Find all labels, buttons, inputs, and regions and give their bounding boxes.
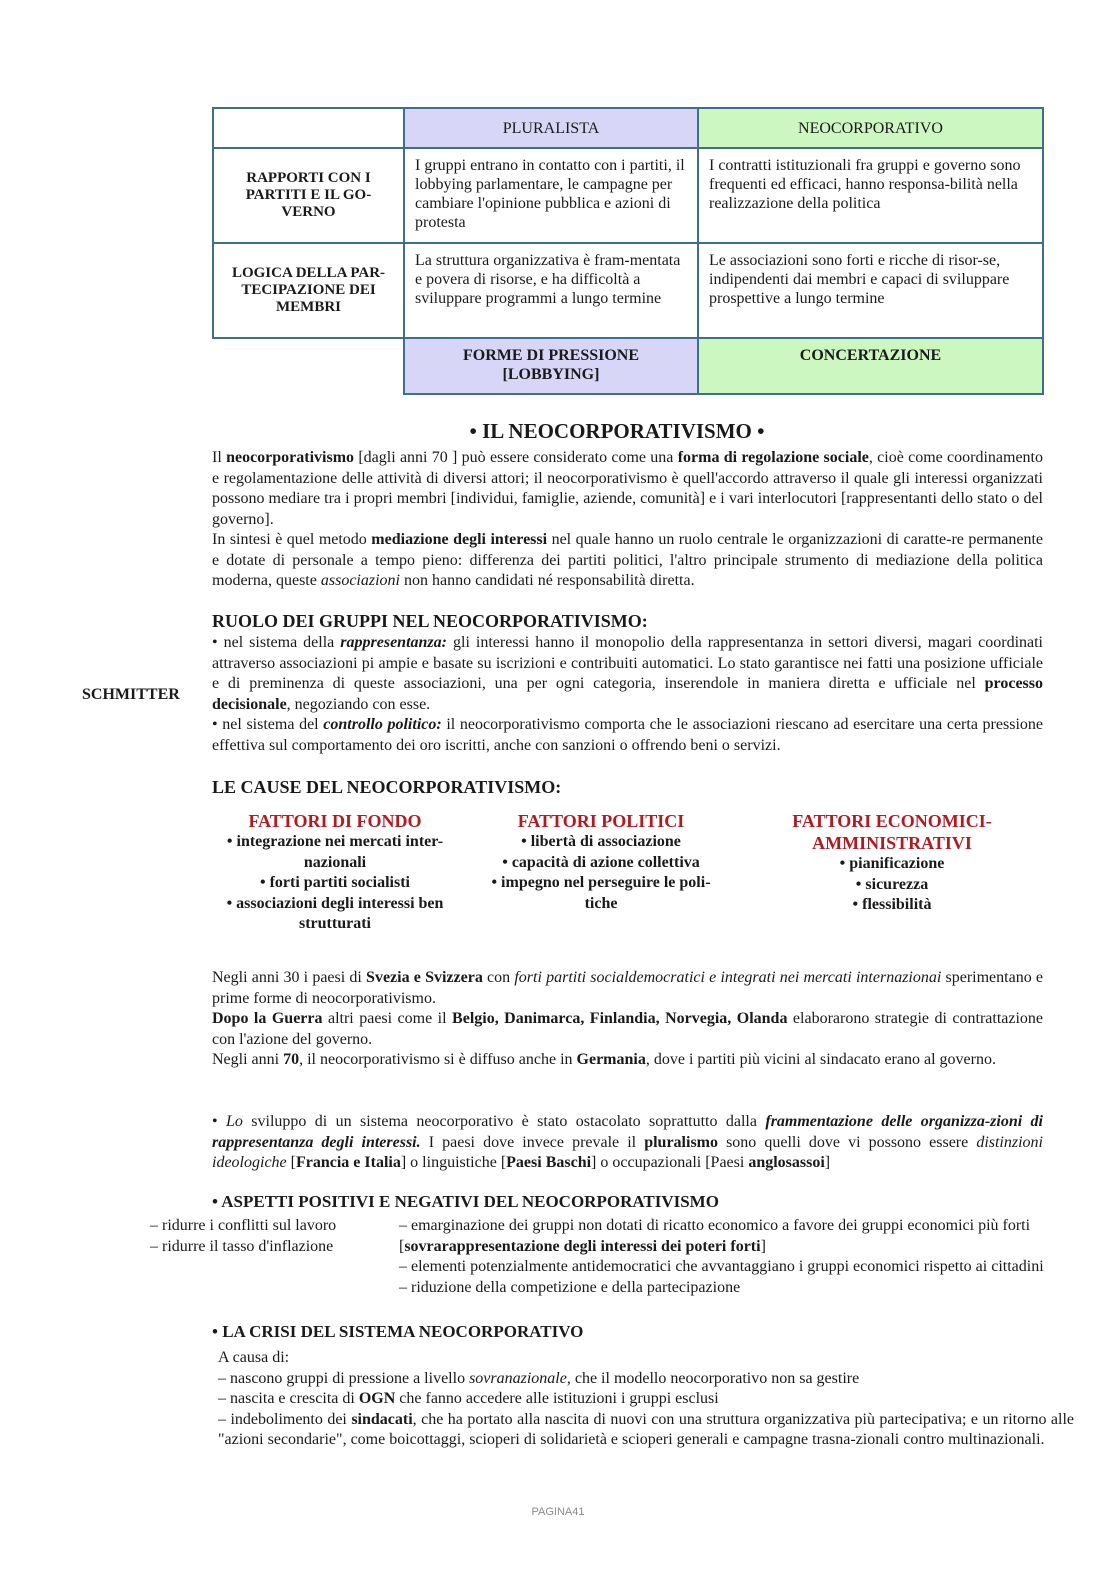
storia-section <box>212 968 1043 1071</box>
list-item: – nascita e crescita di OGN che fanno accedere alle istituzioni i gruppi esclusi <box>218 1390 719 1407</box>
row-label: LOGICA DELLA PAR-TECIPAZIONE DEI MEMBRI <box>213 243 404 338</box>
list-item: – elementi potenzialmente antidemocratici che avvantaggiano i gruppi economici rispetto ai cittadini <box>399 1258 1044 1275</box>
cause-item: • sicurezza <box>855 875 929 893</box>
crisi-section <box>218 1348 1074 1451</box>
comparison-table <box>212 107 1044 395</box>
aspetti-positivi <box>150 1216 390 1257</box>
cause-item: • integrazione nei mercati inter- <box>226 833 444 850</box>
list-item: – emarginazione dei gruppi non dotati di ricatto economico a favore dei gruppi economici più forti [sovrarappresentazione degli interessi dei poteri forti] <box>399 1217 1031 1255</box>
cause-item: nazionali <box>303 853 367 871</box>
storia-paragraph: Dopo la Guerra altri paesi come il Belgio, Danimarca, Finlandia, Norvegia, Olanda elaborarono strategie di contrattazione con l'azione del governo. <box>212 1010 1044 1048</box>
cause-item: tiche <box>584 894 618 912</box>
crisi-intro: A causa di: <box>218 1349 290 1366</box>
cause-item: • forti partiti socialisti <box>259 874 410 891</box>
list-item: – nascono gruppi di pressione a livello sovranazionale, che il modello neocorporativo non sa gestire <box>218 1369 860 1387</box>
cause-title: AMMINISTRATIVI <box>812 833 972 853</box>
table-cell: I gruppi entrano in contatto con i partiti, il lobbying parlamentare, le campagne per cambiare l'opinione pubblica e azioni di protesta <box>404 148 698 243</box>
cause-item: • impegno nel perseguire le poli- <box>491 874 711 891</box>
cause-item: • flessibilità <box>852 896 932 913</box>
cause-title: FATTORI ECONOMICI- <box>792 811 992 831</box>
cause-item: • pianificazione <box>839 855 945 872</box>
cause-column-economici <box>762 810 1022 916</box>
cause-title: FATTORI DI FONDO <box>248 811 422 831</box>
ruolo-heading: RUOLO DEI GRUPPI NEL NEOCORPORATIVISMO: <box>212 611 648 631</box>
row-label: RAPPORTI CON I PARTITI E IL GO-VERNO <box>213 148 404 243</box>
sviluppo-paragraph: • Lo sviluppo di un sistema neocorporativo è stato ostacolato soprattutto dalla frammentazione delle organizza-zioni di rappresentanza degli interessi. I paesi dove invece prevale il pluralismo sono quelli dove vi possono essere distinzioni ideologiche [Francia e Italia] o linguistiche [Paesi Baschi] o occupazionali [Paesi anglosassoi] <box>212 1113 1044 1171</box>
cause-item: • libertà di associazione <box>521 833 681 850</box>
list-item: – ridurre il tasso d'inflazione <box>150 1237 334 1255</box>
intro-section <box>212 448 1043 592</box>
table-header-neocorporativo: NEOCORPORATIVO <box>698 108 1043 148</box>
table-cell: La struttura organizzativa è fram-mentata e povera di risorse, e ha difficoltà a sviluppare programmi a lungo termine <box>404 243 698 338</box>
table-header-empty <box>213 108 404 148</box>
aspetti-negativi <box>399 1216 1077 1298</box>
table-cell: Le associazioni sono forti e ricche di risor-se, indipendenti dai membri e capaci di sviluppare prospettive a lungo termine <box>698 243 1043 338</box>
list-item: – indebolimento dei sindacati, che ha portato alla nascita di nuovi con una struttura organizzativa più partecipativa; e un ritorno alle "azioni secondarie", come boicottaggi, scioperi di solidarietà e scioperi generali e campagne trasna-zionali contro multinazionali. <box>218 1410 1074 1448</box>
ruolo-section <box>212 633 1043 756</box>
list-item: – ridurre i conflitti sul lavoro <box>150 1217 337 1234</box>
aspetti-heading: • ASPETTI POSITIVI E NEGATIVI DEL NEOCORPORATIVISMO <box>212 1192 719 1211</box>
intro-paragraph-1: Il neocorporativismo [dagli anni 70 ] può essere considerato come una forma di regolazione sociale, cioè come coordinamento e regolamentazione delle attività di diversi attori; il neocorporativismo è quell'accordo attraverso il quale gli interessi organizzati possono mediare tra i propri membri [individui, famiglie, aziende, comunità] e i vari interlocutori [rappresentanti dello stato o del governo]. <box>212 449 1043 528</box>
cause-item: • capacità di azione collettiva <box>502 853 700 871</box>
table-row <box>213 243 1043 338</box>
table-row <box>213 148 1043 243</box>
list-item: – riduzione della competizione e della partecipazione <box>399 1278 741 1296</box>
table-footer-row <box>213 338 1043 394</box>
table-header-row <box>213 108 1043 148</box>
intro-paragraph-2: In sintesi è quel metodo mediazione degli interessi nel quale hanno un ruolo centrale le organizzazioni di caratte-re permanente e dotate di personale a tempo pieno: differenza dei partiti politici, l'altro principale strumento di mediazione della politica moderna, queste associazioni non hanno candidati né responsabilità diretta. <box>212 531 1044 589</box>
footer-concertazione: CONCERTAZIONE <box>698 338 1043 394</box>
cause-title: FATTORI POLITICI <box>517 811 685 831</box>
storia-paragraph: Negli anni 30 i paesi di Svezia e Svizzera con forti partiti socialdemocratici e integrati nei mercati internazionai sperimentano e prime forme di neocorporativismo. <box>212 969 1044 1007</box>
table-cell: I contratti istituzionali fra gruppi e governo sono frequenti ed efficaci, hanno responsa-bilità nella realizzazione della politica <box>698 148 1043 243</box>
cause-item: strutturati <box>299 915 371 932</box>
cause-item: • associazioni degli interessi ben <box>226 894 444 912</box>
cause-column-politici <box>471 810 731 914</box>
table-header-pluralista: PLURALISTA <box>404 108 698 148</box>
cause-heading: LE CAUSE DEL NEOCORPORATIVISMO: <box>212 777 562 797</box>
page-number: PAGINA41 <box>531 1506 585 1518</box>
storia-paragraph: Negli anni 70, il neocorporativismo si è diffuso anche in Germania, dove i partiti più vicini al sindacato erano al governo. <box>212 1051 996 1068</box>
schmitter-label: SCHMITTER <box>82 686 180 703</box>
ruolo-bullet-2: • nel sistema del controllo politico: il neocorporativismo comporta che le associazioni riescano ad esercitare una certa pressione effettiva sul comportamento dei oro iscritti, anche con sanzioni o offrendo beni o servizi. <box>212 716 1043 754</box>
footer-forme-di-pressione: FORME DI PRESSIONE [LOBBYING] <box>404 338 698 394</box>
ruolo-bullet-1: • nel sistema della rappresentanza: gli interessi hanno il monopolio della rappresentanza in settori diversi, magari coordinati attraverso associazioni pi ampie e basate su iscrizioni e contribuiti automatici. Lo stato garantisce nei fatti una posizione ufficiale e di preminenza di queste associazioni, una per ogni categoria, inserendole in maniera diretta e ufficiale nel processo decisionale, negoziando con esse. <box>212 634 1044 713</box>
crisi-heading: • LA CRISI DEL SISTEMA NEOCORPORATIVO <box>212 1322 584 1341</box>
section-title: • IL NEOCORPORATIVISMO • <box>469 419 765 443</box>
cause-column-fondo <box>205 810 465 935</box>
